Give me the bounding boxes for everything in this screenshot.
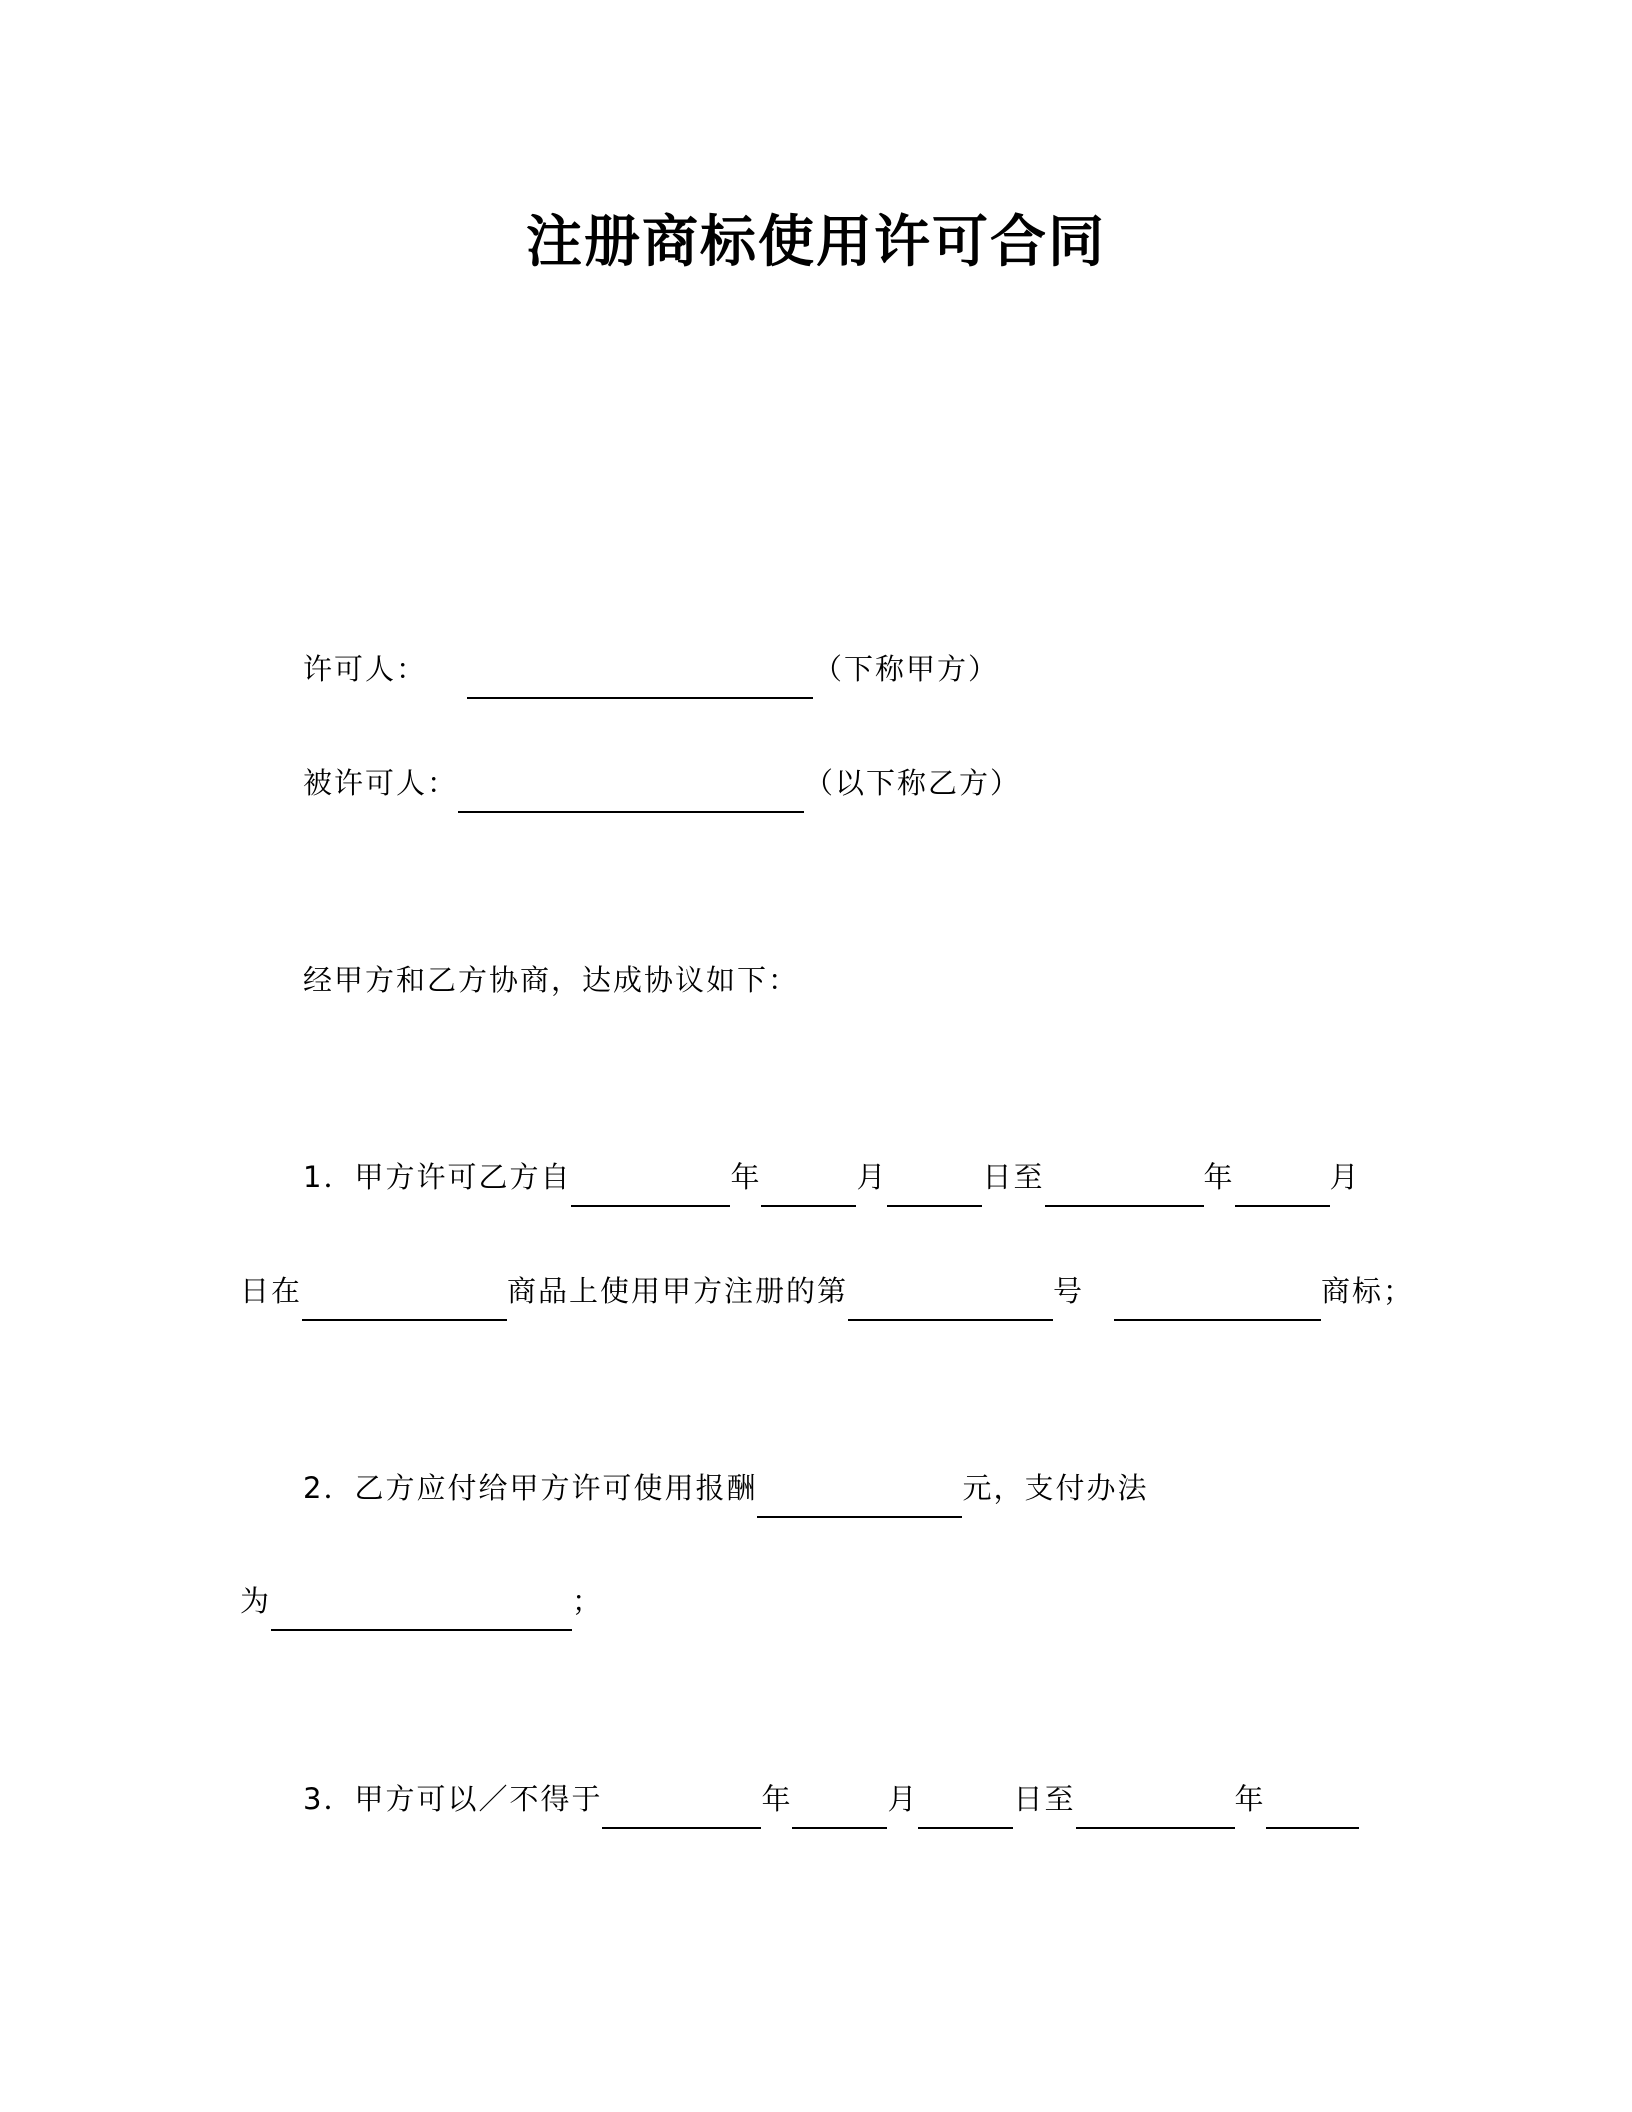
clause-2-line-2 <box>240 1581 603 1621</box>
intro-text: 经甲方和乙方协商，达成协议如下： <box>303 963 800 997</box>
clause-text: 号 <box>1053 1274 1085 1308</box>
licensee-label: 被许可人： <box>303 766 459 800</box>
clause-2-line-1 <box>303 1468 1148 1508</box>
clause-text: ； <box>572 1584 604 1618</box>
clause-text: 日至 <box>1013 1782 1076 1816</box>
clause-1-line-2 <box>240 1271 1414 1311</box>
fee-blank <box>757 1468 962 1518</box>
start-month-blank <box>761 1157 856 1207</box>
licensee-blank <box>458 763 804 813</box>
goods-blank <box>302 1271 507 1321</box>
clause-text: 为 <box>240 1584 272 1618</box>
clause-text: 元，支付办法 <box>962 1471 1149 1505</box>
licensee-line <box>303 763 1021 803</box>
licensor-suffix: （下称甲方） <box>813 652 1000 686</box>
clause-text: 2．乙方应付给甲方许可使用报酬 <box>303 1471 758 1505</box>
clause-text: 月 <box>856 1160 888 1194</box>
start-year-blank <box>602 1779 761 1829</box>
clause-text: 年 <box>730 1160 762 1194</box>
start-month-blank <box>792 1779 887 1829</box>
clause-text: 商品上使用甲方注册的第 <box>507 1274 849 1308</box>
clause-text: 日至 <box>982 1160 1045 1194</box>
clause-text: 月 <box>887 1782 919 1816</box>
end-month-blank <box>1266 1779 1359 1829</box>
end-month-blank <box>1235 1157 1330 1207</box>
registration-number-blank <box>848 1271 1053 1321</box>
clause-text: 年 <box>1234 1782 1266 1816</box>
clause-3-line-1 <box>303 1779 1359 1819</box>
start-day-blank <box>887 1157 982 1207</box>
clause-text: 1．甲方许可乙方自 <box>303 1160 572 1194</box>
document-title: 注册商标使用许可合同 <box>526 210 1106 275</box>
clause-1-line-1 <box>303 1157 1361 1197</box>
end-year-blank <box>1076 1779 1235 1829</box>
licensor-line <box>303 649 999 689</box>
clause-text: 3．甲方可以／不得于 <box>303 1782 603 1816</box>
clause-text: 月 <box>1329 1160 1361 1194</box>
licensor-blank <box>467 649 813 699</box>
start-year-blank <box>571 1157 730 1207</box>
clause-text: 日在 <box>240 1274 303 1308</box>
start-day-blank <box>918 1779 1013 1829</box>
clause-text: 年 <box>761 1782 793 1816</box>
clause-text: 年 <box>1203 1160 1235 1194</box>
payment-method-blank <box>271 1581 572 1631</box>
licensor-label: 许可人： <box>303 652 428 686</box>
clause-text: 商标； <box>1321 1274 1415 1308</box>
trademark-blank <box>1114 1271 1321 1321</box>
licensee-suffix: （以下称乙方） <box>804 766 1022 800</box>
end-year-blank <box>1045 1157 1204 1207</box>
